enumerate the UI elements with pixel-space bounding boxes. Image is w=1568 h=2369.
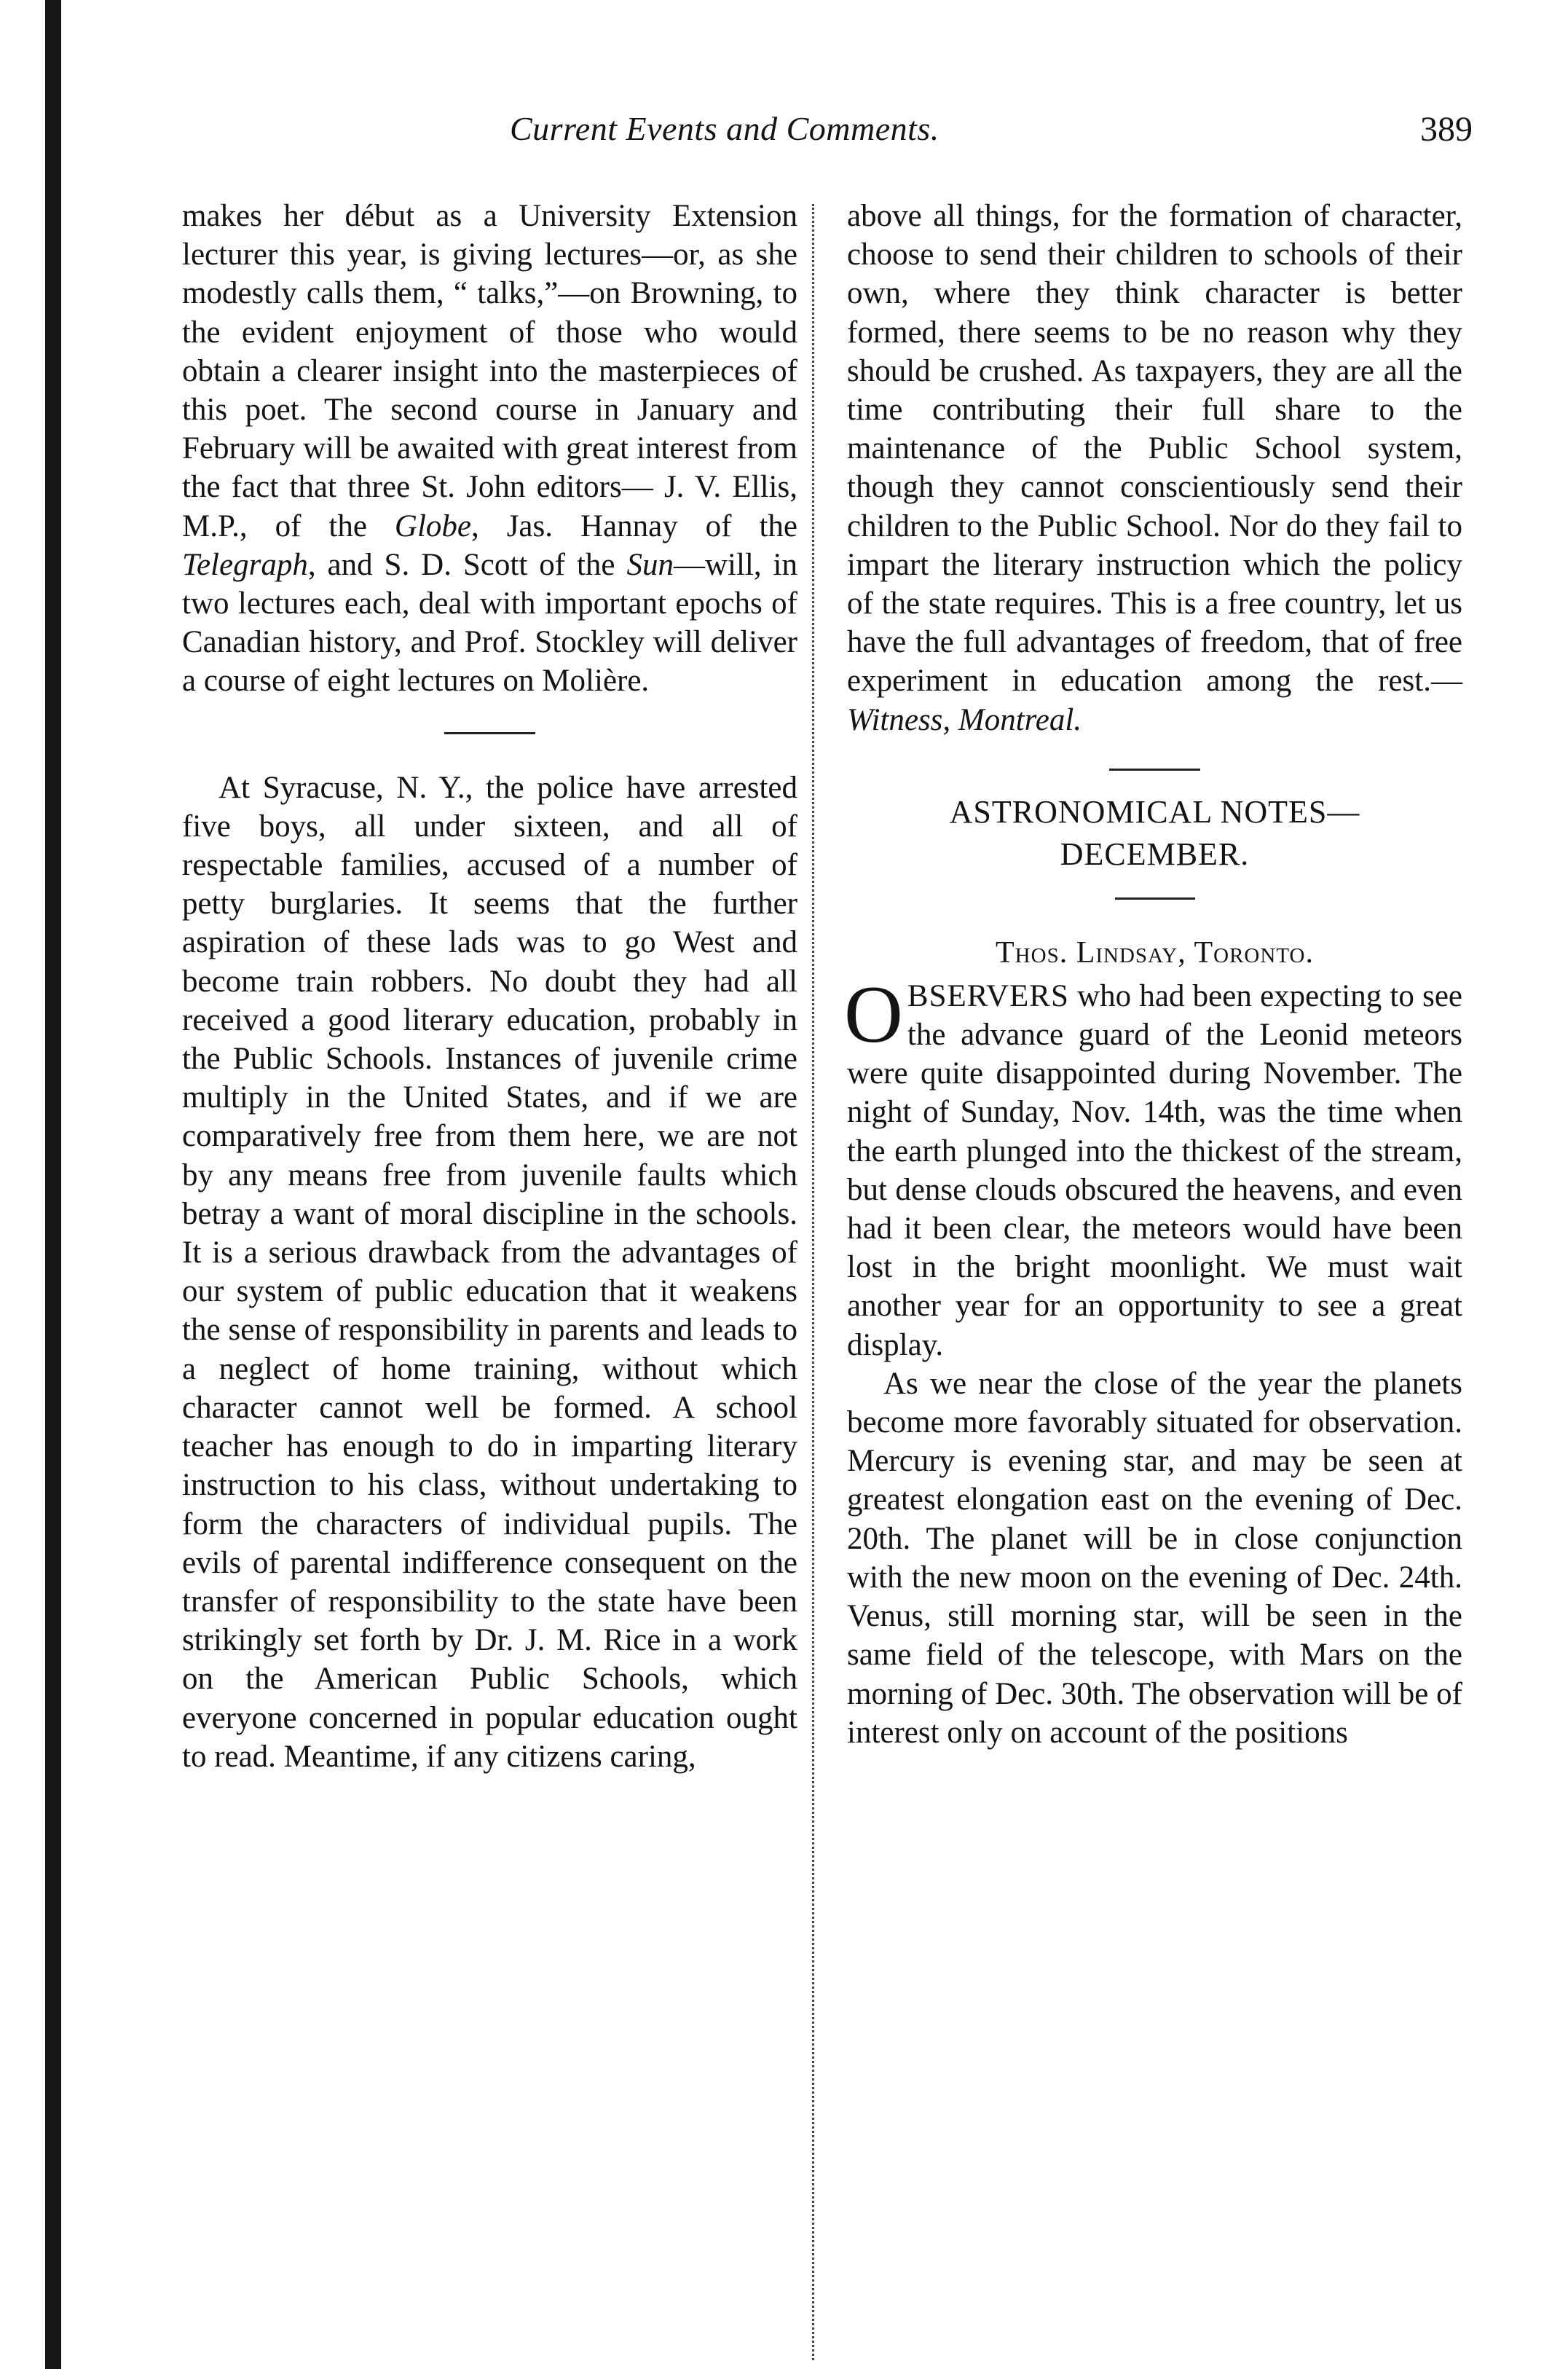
paragraph-text: above all things, for the formation of character, choose to send their children to schools of their own, where they think character is better formed, there seems to be no reason why they should be crushed. As taxpayers, they are all the time contributing their full share to the maintenance of the Public School system, though they cannot conscientiously send their children to the Public School. Nor do they fail to impart the literary instruction which the policy of the state requires. This is a free country, let us have the full advantages of freedom, that of free experiment in education among the rest.— xyxy=(847,199,1462,699)
binding-edge-bar xyxy=(45,0,61,2369)
author-byline: Thos. Lindsay, Toronto. xyxy=(996,935,1314,970)
paragraph-syracuse: At Syracuse, N. Y., the police have arrested five boys, all under sixteen, and all of respectable families, accused of a number of petty burglaries. It seems that the further aspiration of these lads was to go West and become train robbers. No doubt they had all received a good literary education, probably in the Public Schools. Instances of juvenile crime multiply in the United States, and if we are comparatively free from them here, we are not by any means free from juvenile faults which betray a want of moral discipline in the schools. It is a serious drawback from the advantages of our system of public education that it weakens the sense of responsibility in parents and leads to a neglect of home training, without which character cannot well be formed. A school teacher has enough to do in imparting literary instruction to his class, without undertaking to form the characters of individual pupils. The evils of parental indifference consequent on the transfer of responsibility to the state have been strikingly set forth by Dr. J. M. Rice in a work on the American Public Schools, which everyone concerned in popular education ought to read. Meantime, if any citizens caring, xyxy=(182,770,797,1774)
paragraph-character-schools xyxy=(847,197,1462,739)
column-divider xyxy=(812,204,814,2360)
paragraph-university-extension: makes her début as a University Extension lecturer this year, is giving lectures—or, as she modestly calls them, “ talks,”—on Browning, to the evident enjoyment of those who would obtain a clearer insight into the masterpieces of this poet. The second course in January and February will be awaited with great interest from the fact that three St. John editors— J. V. Ellis, M.P., of the Globe, Jas. Hannay of the Telegraph, and S. D. Scott of the Sun—will, in two lectures each, deal with important epochs of Canadian history, and Prof. Stockley will deliver a course of eight lectures on Molière. xyxy=(182,199,797,699)
section-divider-rule xyxy=(444,732,535,734)
source-citation: Witness, Montreal. xyxy=(847,702,1082,737)
paragraph-leonid-meteors xyxy=(844,969,1462,1364)
article-heading-line1: ASTRONOMICAL NOTES— xyxy=(949,793,1360,830)
left-column xyxy=(182,197,797,1776)
heading-divider-rule xyxy=(1115,897,1195,900)
running-head: Current Events and Comments. xyxy=(510,110,939,147)
article-heading-line2: DECEMBER. xyxy=(1060,836,1250,872)
paragraph-planets: As we near the close of the year the planets become more favorably situated for observation. Mercury is evening star, and may be seen at greatest elongation east on the evening of Dec. 20th. The planet will be in close conjunction with the new moon on the evening of Dec. 24th. Venus, still morning star, will be seen in the same field of the telescope, with Mars on the morning of Dec. 30th. The observation will be of interest only on account of the positions xyxy=(847,1366,1462,1750)
section-divider-rule xyxy=(1109,769,1200,771)
paragraph-text: who had been expecting to see the advance guard of the Leonid meteors were quite disappointed during November. The night of Sunday, Nov. 14th, was the time when the earth plunged into the thickest of the stream, but dense clouds obscured the heavens, and even had it been clear, the meteors would have been lost in the bright moonlight. We must wait another year for an opportunity to see a great display. xyxy=(847,978,1462,1362)
page-number: 389 xyxy=(1420,110,1473,149)
first-word: BSERVERS xyxy=(907,978,1069,1013)
drop-cap: O xyxy=(844,969,903,1060)
right-column xyxy=(844,197,1462,1752)
